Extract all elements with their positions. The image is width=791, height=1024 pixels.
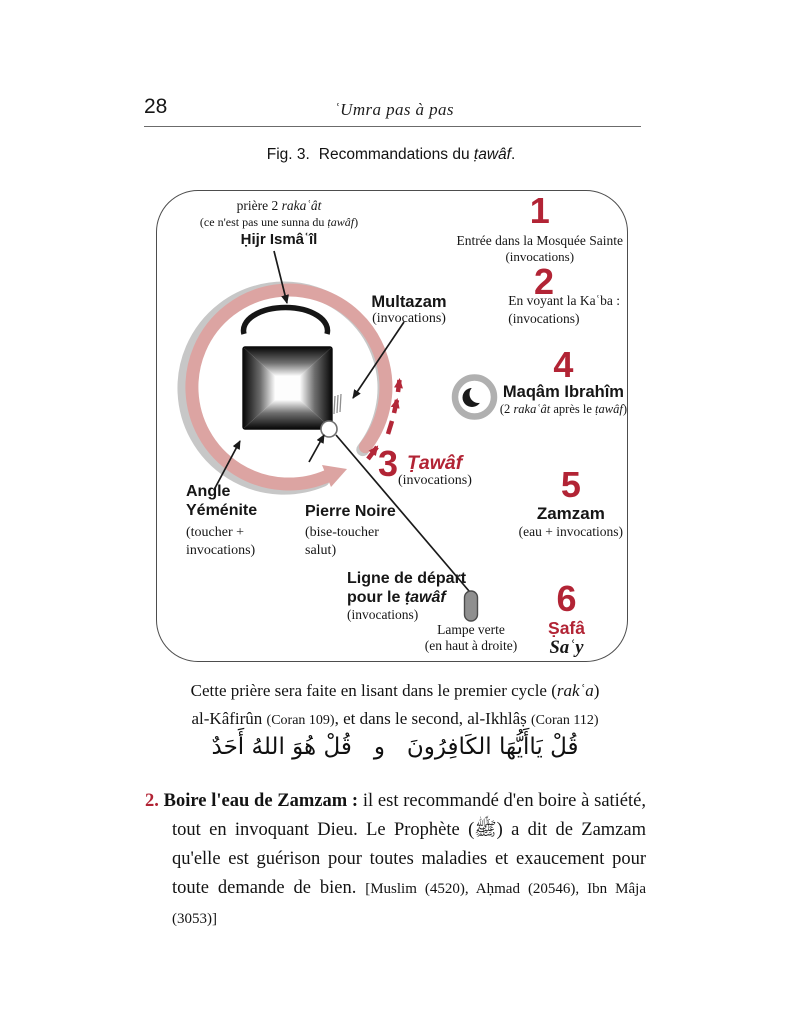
paragraph-prayer-instruction: [145, 677, 645, 735]
hadith-citation: [Muslim (4520), Aḥmad (20546), Ibn Mâja (3053)]: [172, 881, 646, 927]
pointer-pierre-noire: [309, 435, 324, 462]
say-label: Saʿy: [549, 638, 584, 658]
label-pierre-noire: Pierre Noire (bise-toucher salut): [305, 503, 396, 558]
label-multazam: Multazam (invocations): [371, 293, 447, 326]
step-5-number: 5: [560, 464, 581, 505]
tawaf-label: Ṭawâf: [407, 452, 463, 474]
maqam-label: Maqâm Ibrahîm: [502, 383, 624, 401]
paragraph-zamzam: 2. Boire l'eau de Zamzam : il est recommandé d'en boire à satiété, tout en invoquant Dieu. Le Prophète (ﷺ) a dit de Zamzam qu'elle est guérison pour toutes maladies et exaucement pour toute demande de bien. [Muslim (4520), Aḥmad (20546), Ibn Mâja (3053)]: [145, 791, 646, 927]
label-lampe-verte: Lampe verte (en haut à droite): [424, 622, 518, 653]
figure-caption-text: Recommandations du: [318, 146, 474, 163]
figure-caption-italic: ṭawâf: [473, 146, 511, 163]
figure-caption: Fig. 3. Recommandations du ṭawâf.: [266, 146, 516, 163]
step-6-number: 6: [556, 578, 577, 619]
green-lamp-icon: [465, 591, 478, 621]
maqam-ibrahim-icon: [455, 378, 494, 417]
tawaf-note: (invocations): [398, 473, 472, 488]
zamzam-bold-lead: Boire l'eau de Zamzam :: [158, 791, 359, 811]
running-header-title: ʿUmra pas à pas: [334, 100, 454, 119]
hijr-ismail-arc: [244, 307, 328, 334]
step-5: 5 Zamzam (eau + invocations): [518, 464, 623, 539]
step-6: [548, 578, 585, 659]
page-number: 28: [144, 95, 168, 118]
step-2-number: 2: [534, 261, 555, 302]
step-4-number: 4: [553, 344, 574, 385]
step-2: En voyant la Kaʿba : (invocations): [508, 293, 620, 326]
figure-caption-number: Fig. 3.: [266, 146, 310, 163]
step-1: 1 Entrée dans la Mosquée Sainte (invocations): [456, 190, 623, 264]
salawat-symbol: ﷺ: [474, 820, 497, 840]
black-stone-marker: [321, 421, 337, 437]
safa-label: Ṣafâ: [548, 618, 585, 638]
paragraph-line-1: Cette prière sera faite en lisant dans le premier cycle (rakʿa): [190, 681, 600, 700]
label-ligne-depart: Ligne de départ pour le ṭawâf (invocations): [347, 570, 467, 622]
header-rule: [144, 126, 641, 127]
step-3-number: 3: [378, 443, 399, 484]
label-angle-yemenite: Angle Yéménite (toucher + invocations): [186, 483, 258, 558]
arabic-verse: قُلْ يَاأَيُّهَا الكَافِرُونَ و قُلْ هُوَ اللهُ أَحَدٌ: [211, 734, 579, 760]
paragraph-line-2: al-Kâfirûn (Coran 109), et dans le second, al-Ikhlâṣ (Coran 112): [191, 709, 599, 728]
step-4: 4 Maqâm Ibrahîm (2 rakaʿât après le ṭawâf): [499, 344, 627, 416]
hijr-name: Ḥijr Ismâʿîl: [240, 231, 318, 248]
list-marker: 2.: [145, 791, 159, 811]
step-1-number: 1: [529, 190, 550, 231]
figure-frame: [156, 190, 628, 662]
multazam-marker-lines: [334, 394, 341, 414]
kaaba-top-view-icon: [243, 347, 332, 429]
label-hijr: prière 2 rakaʿât (ce n'est pas une sunna du ṭawâf) Ḥijr Ismâʿîl: [199, 198, 359, 248]
